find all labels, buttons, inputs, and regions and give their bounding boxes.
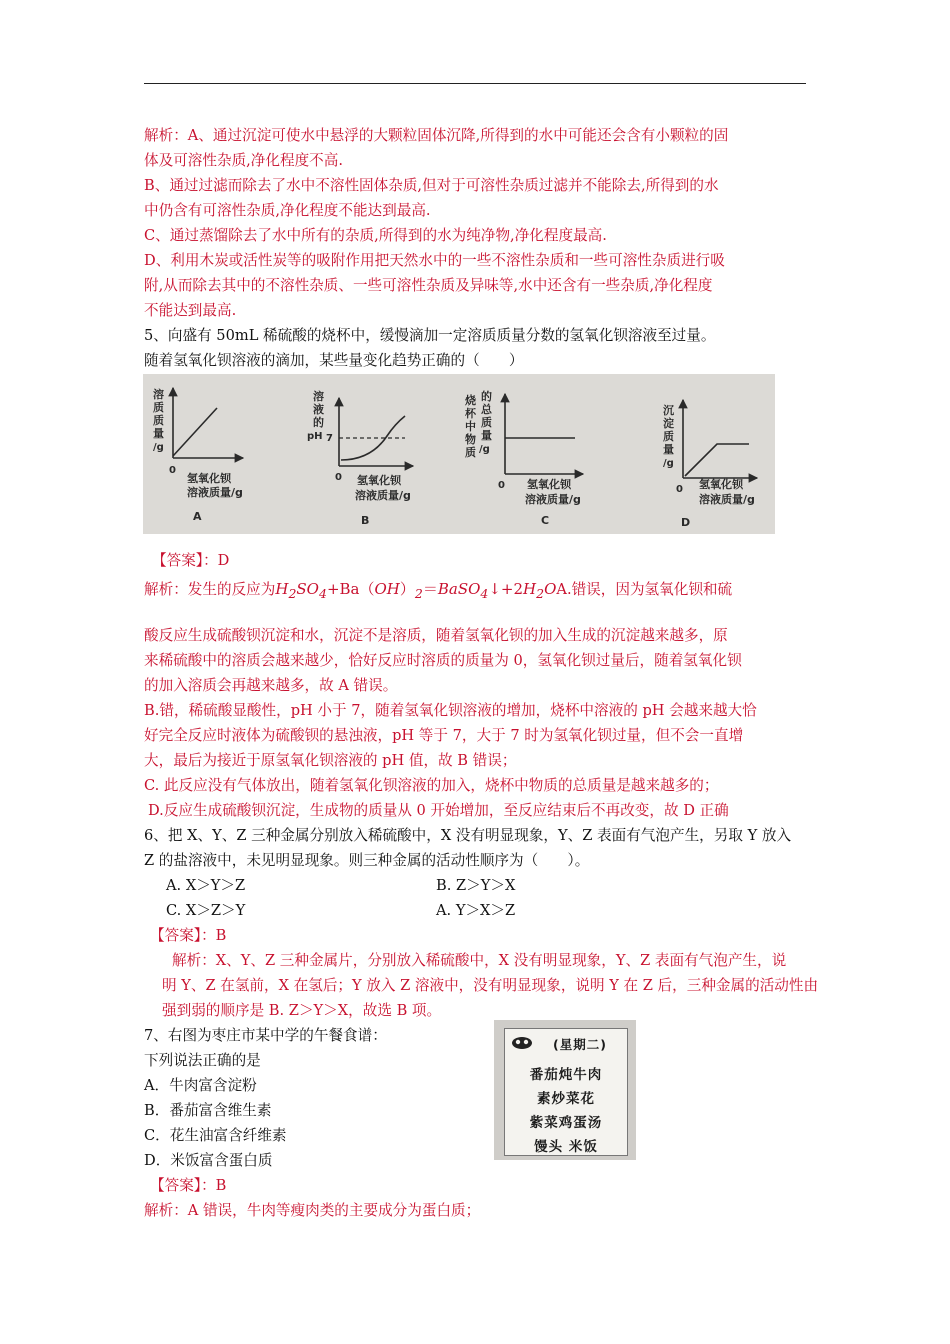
q7-option-b[interactable]: B．番茄富含维生素 bbox=[144, 1102, 272, 1119]
answer-label: 【答案】： bbox=[150, 927, 216, 944]
graph-d-ylabel: 量 bbox=[663, 443, 674, 456]
menu-item: 紫菜鸡蛋汤 bbox=[529, 1115, 603, 1131]
header-rule bbox=[144, 83, 806, 84]
graph-b-ylabel: 溶 bbox=[313, 390, 324, 403]
graph-d-ylabel: 淀 bbox=[663, 417, 674, 430]
q5-analysis-formula-line bbox=[144, 577, 808, 606]
answer-value: B bbox=[215, 927, 227, 944]
menu-card bbox=[504, 1028, 628, 1156]
q4-analysis-line: D、利用木炭或活性炭等的吸附作用把天然水中的一些不溶性杂质和一些可溶性杂质进行吸 bbox=[144, 252, 725, 269]
graph-c-ylabel: 烧 bbox=[465, 394, 476, 407]
analysis-suffix: A.错误，因为氢氧化钡和硫 bbox=[556, 581, 733, 598]
q6-stem: 6、把 X、Y、Z 三种金属分别放入稀硫酸中，X 没有明显现象，Y、Z 表面有气泡产生，另取 Y 放入 bbox=[144, 827, 792, 844]
q5-analysis-line: B.错，稀硫酸显酸性，pH 小于 7，随着氢氧化钡溶液的增加，烧杯中溶液的 pH 会越来越大恰 bbox=[144, 702, 757, 719]
graph-a-xlabel: 氢氧化钡 bbox=[187, 472, 231, 485]
graph-a-ylabel: 质 bbox=[153, 401, 164, 414]
menu-item: 番茄炖牛肉 bbox=[529, 1067, 603, 1083]
answer-value: B bbox=[215, 1177, 227, 1194]
menu-title: (星期二) bbox=[553, 1037, 607, 1052]
graph-c-xlabel: 溶液质量/g bbox=[525, 493, 581, 506]
graph-c-ylabel: 量 bbox=[481, 429, 492, 442]
q5-stem: 5、向盛有 50mL 稀硫酸的烧杯中，缓慢滴加一定溶质质量分数的氢氧化钡溶液至过量。 bbox=[144, 327, 716, 344]
q4-analysis-line: C、通过蒸馏除去了水中所有的杂质,所得到的水为纯净物,净化程度最高. bbox=[144, 227, 607, 244]
q6-analysis-line: 解析：X、Y、Z 三种金属片，分别放入稀硫酸中，X 没有明显现象，Y、Z 表面有气泡产生，说 bbox=[172, 952, 787, 969]
graph-c bbox=[464, 389, 583, 527]
q6-analysis-line: 明 Y、Z 在氢前，X 在氢后；Y 放入 Z 溶液中，没有明显现象，说明 Y 在 Z 后，三种金属的活动性由 bbox=[162, 977, 819, 994]
q4-analysis-line: B、通过过滤而除去了水中不溶性固体杂质,但对于可溶性杂质过滤并不能除去,所得到的水 bbox=[144, 177, 719, 194]
q7-option-d[interactable]: D．米饭富含蛋白质 bbox=[144, 1152, 273, 1169]
q6-answer bbox=[150, 923, 814, 948]
graph-d bbox=[663, 400, 757, 529]
graph-c-letter: C bbox=[541, 514, 550, 527]
q6-option-b[interactable]: B. Z＞Y＞X bbox=[436, 877, 516, 894]
q5-analysis-line: 好完全反应时液体为硫酸钡的悬浊液，pH 等于 7，大于 7 时为氢氧化钡过量，但不会一直增 bbox=[144, 727, 744, 744]
graph-a-ylabel: 溶 bbox=[153, 388, 164, 401]
graph-d-letter: D bbox=[681, 516, 691, 529]
q6-option-c[interactable]: C. X＞Z＞Y bbox=[166, 902, 246, 919]
graph-c-ylabel: 质 bbox=[481, 416, 492, 429]
graph-b-xlabel: 溶液质量/g bbox=[355, 489, 411, 502]
q5-analysis-line: 的加入溶质会再越来越多，故 A 错误。 bbox=[144, 677, 398, 694]
graph-c-xlabel: 氢氧化钡 bbox=[527, 478, 571, 491]
q7-stem: 7、右图为枣庄市某中学的午餐食谱： bbox=[144, 1027, 387, 1044]
graph-a bbox=[153, 387, 243, 523]
graph-c-ylabel: 杯 bbox=[465, 407, 476, 420]
q5-graphs-photo bbox=[143, 374, 775, 534]
answer-label: 【答案】： bbox=[152, 552, 218, 569]
graph-b-xlabel: 氢氧化钡 bbox=[357, 474, 401, 487]
graph-c-ylabel: 质 bbox=[465, 446, 476, 459]
q5-stem: 随着氢氧化钡溶液的滴加，某些量变化趋势正确的（ ） bbox=[144, 352, 524, 369]
graph-d-ylabel: /g bbox=[663, 458, 674, 469]
q7-analysis-line: 解析：A 错误，牛肉等瘦肉类的主要成分为蛋白质； bbox=[144, 1202, 481, 1219]
q5-analysis-line: 酸反应生成硫酸钡沉淀和水，沉淀不是溶质，随着氢氧化钡的加入生成的沉淀越来越多，原 bbox=[144, 627, 728, 644]
answer-label: 【答案】： bbox=[150, 1177, 216, 1194]
graph-a-xlabel: 溶液质量/g bbox=[187, 486, 243, 499]
q4-analysis-line: 中仍含有可溶性杂质,净化程度不能达到最高. bbox=[144, 202, 431, 219]
graph-d-ylabel: 沉 bbox=[663, 404, 674, 417]
graph-d-xlabel: 溶液质量/g bbox=[699, 493, 755, 506]
graph-b-ylabel: 的 bbox=[313, 416, 324, 429]
graph-d-xlabel: 氢氧化钡 bbox=[699, 478, 743, 491]
menu-item: 素炒菜花 bbox=[537, 1091, 595, 1107]
q7-option-c[interactable]: C．花生油富含纤维素 bbox=[144, 1127, 287, 1144]
reaction-equation: $H_2SO_4+Ba(OH)_2=BaSO_4↓+2H_2O$ bbox=[275, 580, 557, 601]
graph-a-letter: A bbox=[193, 510, 202, 523]
graph-d-origin: 0 bbox=[676, 484, 683, 495]
graph-d-ylabel: 质 bbox=[663, 430, 674, 443]
q7-answer bbox=[150, 1173, 814, 1198]
q7-option-a[interactable]: A．牛肉富含淀粉 bbox=[144, 1077, 257, 1094]
graph-a-ylabel: 量 bbox=[153, 427, 164, 440]
menu-item: 馒头 米饭 bbox=[534, 1139, 598, 1155]
graph-b-ylabel: 液 bbox=[313, 403, 324, 416]
graph-c-ylabel: 中 bbox=[465, 420, 476, 433]
graph-b bbox=[307, 389, 413, 527]
lunch-menu-photo bbox=[494, 1020, 636, 1160]
q4-analysis-line: 解析：A、通过沉淀可使水中悬浮的大颗粒固体沉降,所得到的水中可能还会含有小颗粒的固 bbox=[144, 127, 729, 144]
graph-c-ylabel: 的 bbox=[481, 390, 492, 403]
analysis-prefix: 解析：发生的反应为 bbox=[144, 581, 276, 598]
q6-option-a[interactable]: A. X＞Y＞Z bbox=[166, 877, 246, 894]
q4-analysis-line: 附,从而除去其中的不溶性杂质、一些可溶性杂质及异味等,水中还含有一些杂质,净化程度 bbox=[144, 277, 713, 294]
q4-analysis-line: 不能达到最高. bbox=[144, 302, 237, 319]
q6-analysis-line: 强到弱的顺序是 B. Z＞Y＞X，故选 B 项。 bbox=[162, 1002, 442, 1019]
graph-c-ylabel: /g bbox=[479, 444, 490, 455]
graph-b-letter: B bbox=[361, 514, 370, 527]
graph-a-origin: 0 bbox=[169, 465, 176, 476]
q5-analysis-line: 大，最后为接近于原氢氧化钡溶液的 pH 值，故 B 错误； bbox=[144, 752, 517, 769]
graph-b-tick: 7 bbox=[326, 433, 333, 444]
q5-answer bbox=[152, 548, 816, 573]
q6-stem: Z 的盐溶液中，未见明显现象。则三种金属的活动性顺序为（ ）。 bbox=[144, 852, 590, 869]
graph-a-curve bbox=[173, 408, 217, 456]
graph-b-origin: 0 bbox=[335, 472, 342, 483]
q5-analysis-line: 来稀硫酸中的溶质会越来越少，恰好反应时溶质的质量为 0，氢氧化钡过量后，随着氢氧化钡 bbox=[144, 652, 742, 669]
graph-b-ylabel: pH bbox=[307, 431, 323, 442]
graph-c-ylabel: 总 bbox=[481, 403, 492, 416]
q7-stem: 下列说法正确的是 bbox=[144, 1052, 261, 1069]
graph-a-ylabel: /g bbox=[153, 442, 164, 453]
q5-analysis-line: D.反应生成硫酸钡沉淀，生成物的质量从 0 开始增加，至反应结束后不再改变，故 D 正确 bbox=[148, 802, 729, 819]
graph-c-origin: 0 bbox=[498, 480, 505, 491]
graph-d-curve bbox=[685, 444, 749, 476]
graph-c-ylabel: 物 bbox=[465, 433, 476, 446]
q4-analysis-line: 体及可溶性杂质,净化程度不高. bbox=[144, 152, 343, 169]
q6-option-d[interactable]: A. Y＞X＞Z bbox=[436, 902, 516, 919]
answer-value: D bbox=[217, 552, 230, 569]
q5-graphs-svg bbox=[143, 374, 775, 534]
q5-analysis-line: C. 此反应没有气体放出，随着氢氧化钡溶液的加入，烧杯中物质的总质量是越来越多的； bbox=[144, 777, 719, 794]
graph-a-ylabel: 质 bbox=[153, 414, 164, 427]
